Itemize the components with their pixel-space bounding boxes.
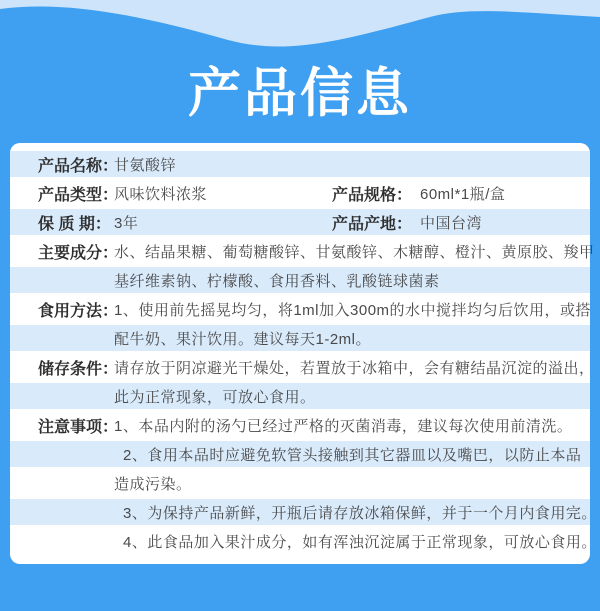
product-type-label: 产品类型：	[38, 186, 119, 204]
row-usage	[10, 296, 590, 322]
ingredients-value-line1: 水、结晶果糖、葡萄糖酸锌、甘氨酸锌、木糖醇、橙汁、黄原胶、羧甲	[114, 243, 595, 261]
storage-value-line2: 此为正常现象，可放心食用。	[114, 388, 316, 406]
storage-label: 储存条件：	[38, 360, 119, 378]
wave-decoration	[0, 0, 600, 70]
usage-value-line2: 配牛奶、果汁饮用。建议每天1-2ml。	[114, 330, 372, 348]
origin-label: 产品产地：	[332, 215, 413, 233]
usage-label: 食用方法：	[38, 302, 119, 320]
product-spec-pair	[332, 180, 505, 206]
product-type-value: 风味饮料浓浆	[114, 185, 208, 203]
product-spec-value: 60ml*1瓶/盒	[420, 185, 506, 203]
row-usage-cont	[10, 325, 590, 351]
row-ingredients-cont	[10, 267, 590, 293]
page-title: 产品信息	[188, 64, 412, 123]
storage-value-line1: 请存放于阴凉避光干燥处，若置放于冰箱中，会有糖结晶沉淀的溢出，	[114, 359, 595, 377]
shelf-life-value: 3年	[114, 214, 139, 232]
row-shelf-life-origin	[10, 209, 590, 235]
origin-pair	[332, 209, 482, 235]
row-product-type-spec	[10, 180, 590, 206]
row-product-name	[10, 151, 590, 177]
precaution-item-2-line1: 2、食用本品时应避免软管头接触到其它器皿以及嘴巴，以防止本品	[123, 446, 582, 464]
shelf-life-label: 保 质 期：	[38, 215, 111, 233]
precautions-label: 注意事项：	[38, 418, 119, 436]
product-info-card	[10, 143, 597, 564]
product-spec-label: 产品规格：	[332, 186, 413, 204]
precaution-item-4: 4、此食品加入果汁成分，如有浑浊沉淀属于正常现象，可放心食用。	[123, 533, 597, 551]
row-ingredients	[10, 238, 595, 264]
ingredients-label: 主要成分：	[38, 244, 119, 262]
row-precautions-2-cont	[10, 470, 590, 496]
row-precautions-4	[10, 528, 597, 554]
row-precautions-2	[10, 441, 590, 467]
product-name-label: 产品名称：	[38, 157, 119, 175]
row-storage	[10, 354, 595, 380]
row-precautions-1	[10, 412, 590, 438]
precaution-item-1: 1、本品内附的汤勺已经过严格的灭菌消毒，建议每次使用前清洗。	[114, 417, 573, 435]
ingredients-value-line2: 基纤维素钠、柠檬酸、食用香料、乳酸链球菌素	[114, 272, 440, 290]
precaution-item-3: 3、为保持产品新鲜，开瓶后请存放冰箱保鲜，并于一个月内食用完。	[123, 504, 597, 522]
product-name-value: 甘氨酸锌	[114, 156, 177, 174]
precaution-item-2-line2: 造成污染。	[114, 475, 192, 493]
row-precautions-3	[10, 499, 597, 525]
row-storage-cont	[10, 383, 590, 409]
usage-value-line1: 1、使用前先摇晃均匀，将1ml加入300m的水中搅拌均匀后饮用，或搭	[114, 301, 592, 319]
origin-value: 中国台湾	[420, 214, 483, 232]
